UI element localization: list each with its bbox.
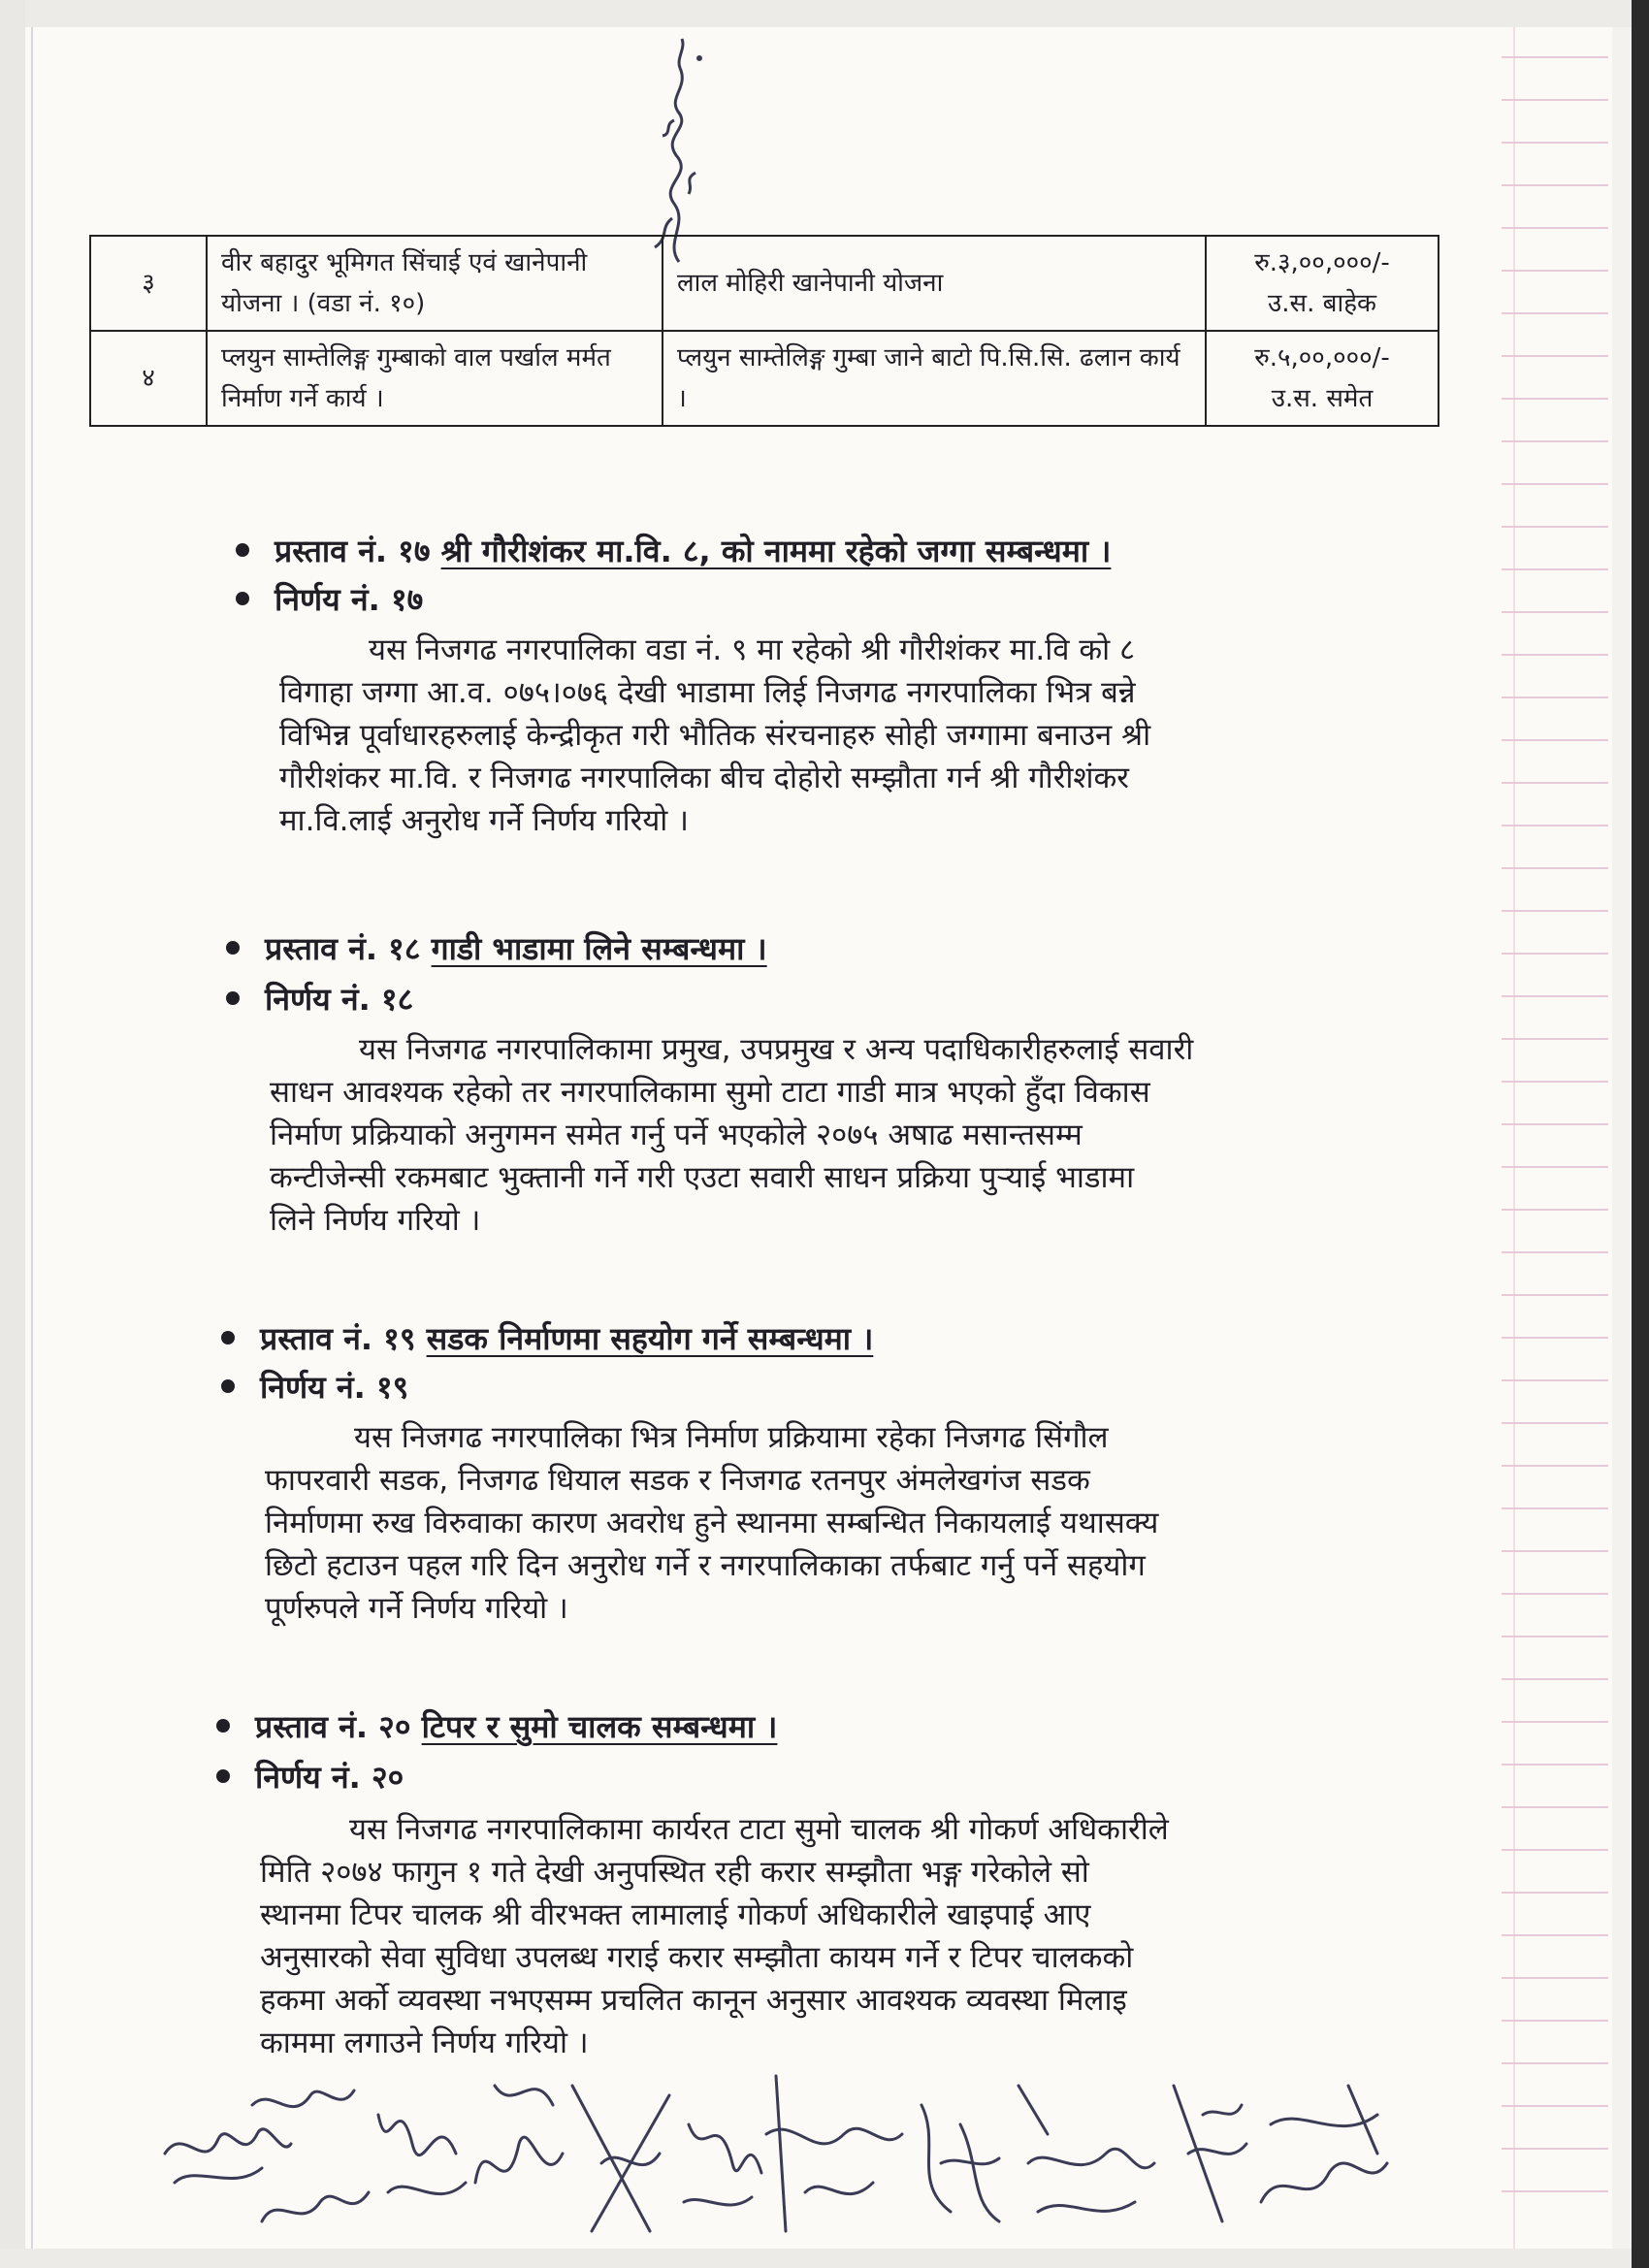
amount-value: रु.५,००,०००/- (1254, 343, 1390, 373)
project-name: प्लयुन साम्तेलिङ्ग गुम्बाको वाल पर्खाल मर्मत निर्माण गर्ने कार्य । (207, 331, 663, 426)
signature (378, 2115, 466, 2194)
text-line: स्थानमा टिपर चालक श्री वीरभक्त लामालाई गोकर्ण अधिकारीले खाइपाई आए (260, 1897, 1091, 1932)
proposal-heading (236, 532, 1111, 570)
text-line: यस निजगढ नगरपालिका वडा नं. ९ मा रहेको श्री गौरीशंकर मा.वि को ८ (369, 632, 1136, 667)
ruled-line (1502, 1166, 1608, 1168)
text-line: मा.वि.लाई अनुरोध गर्ने निर्णय गरियो । (279, 803, 689, 838)
ruled-line (1502, 56, 1608, 58)
bullet-icon (226, 991, 240, 1005)
scan-border-bottom (0, 2249, 1649, 2268)
decision-heading (236, 580, 423, 619)
decision-text (279, 629, 1393, 842)
proposal-title: टिपर र सुमो चालक सम्बन्धमा । (421, 1708, 778, 1745)
ruled-line (1502, 142, 1608, 144)
signature (572, 2086, 669, 2231)
amount-note: उ.स. बाहेक (1268, 289, 1376, 318)
ruled-line (1502, 1209, 1608, 1211)
signature (766, 2076, 902, 2231)
ruled-line (1502, 227, 1608, 229)
ruled-line (1502, 526, 1608, 528)
bullet-icon (236, 592, 249, 605)
ruled-line (1502, 654, 1608, 656)
ruled-line (1502, 910, 1608, 912)
text-line: विभिन्न पूर्वाधारहरुलाई केन्द्रीकृत गरी भौतिक संरचनाहरु सोही जग्गामा बनाउन श्री (279, 718, 1151, 753)
ruled-line (1502, 1892, 1608, 1894)
ruled-line (1502, 1507, 1608, 1509)
bullet-icon (216, 1719, 230, 1733)
ruled-line (1502, 2062, 1608, 2064)
handwritten-date-note (635, 19, 713, 272)
project-table (89, 235, 1439, 427)
text-line: साधन आवश्यक रहेको तर नगरपालिकामा सुमो टाटा गाडी मात्र भएको हुँदा विकास (270, 1075, 1150, 1110)
text-line: निर्माणमा रुख विरुवाका कारण अवरोध हुने स्थानमा सम्बन्धित निकायलाई यथासक्य (265, 1506, 1159, 1540)
text-line: पूर्णरुपले गर्ने निर्णय गरियो । (265, 1591, 568, 1626)
text-line: काममा लगाउने निर्णय गरियो । (260, 2025, 589, 2060)
signature (1174, 2086, 1246, 2221)
ruled-line (1502, 398, 1608, 400)
table-row (90, 236, 1439, 331)
signature (1018, 2086, 1154, 2212)
amount-cell (1206, 236, 1439, 331)
text-line: अनुसारको सेवा सुविधा उपलब्ध गराई करार सम्झौता कायम गर्ने र टिपर चालकको (260, 1940, 1134, 1975)
bullet-icon (216, 1769, 230, 1783)
ruled-line (1502, 1379, 1608, 1381)
proposal-number: प्रस्ताव नं. १७ (275, 533, 431, 569)
text-line: गौरीशंकर मा.वि. र निजगढ नगरपालिका बीच दोहोरो सम्झौता गर्न श्री गौरीशंकर (279, 761, 1129, 795)
amount-cell (1206, 331, 1439, 426)
text-line: विगाहा जग्गा आ.व. ०७५।०७६ देखी भाडामा लिई निजगढ नगरपालिका भित्र बन्ने (279, 675, 1136, 710)
text-line: निर्माण प्रक्रियाको अनुगमन समेत गर्नु पर्ने भएकोले २०७५ अषाढ मसान्तसम्म (270, 1118, 1083, 1152)
decision-heading (216, 1758, 404, 1797)
decision-heading (226, 980, 413, 1019)
ruled-line (1502, 611, 1608, 613)
ruled-line (1502, 568, 1608, 570)
signature (684, 2124, 761, 2205)
ruled-line (1502, 2105, 1608, 2107)
scan-border-right (1632, 0, 1649, 2268)
ruled-line (1502, 1678, 1608, 1680)
signature (1261, 2086, 1387, 2202)
ruled-line (1502, 953, 1608, 955)
notebook-ruled-lines (1502, 27, 1608, 2249)
text-line: फापरवारी सडक, निजगढ धियाल सडक र निजगढ रतनपुर अंमलेखगंज सडक (265, 1463, 1090, 1498)
bullet-icon (226, 941, 240, 955)
ruled-line (1502, 355, 1608, 357)
signature (922, 2105, 999, 2221)
ruled-line (1502, 867, 1608, 869)
row-number: ३ (90, 236, 207, 331)
ruled-line (1502, 2020, 1608, 2022)
proposal-number: प्रस्ताव नं. १९ (260, 1320, 416, 1357)
decision-heading (221, 1368, 408, 1407)
proposal-number: प्रस्ताव नं. २० (255, 1708, 411, 1745)
signature (475, 2086, 563, 2183)
scan-border-top (0, 0, 1649, 27)
proposal-heading (226, 929, 767, 968)
proposal-title: श्री गौरीशंकर मा.वि. ८, को नाममा रहेको जग्गा सम्बन्धमा । (440, 533, 1112, 569)
ruled-line (1502, 1251, 1608, 1253)
ruled-line (1502, 440, 1608, 442)
decision-label: निर्णय नं. १८ (265, 981, 414, 1018)
bullet-icon (221, 1331, 235, 1345)
ruled-line (1502, 1721, 1608, 1723)
decision-label: निर्णय नं. २० (255, 1759, 404, 1796)
project-name: वीर बहादुर भूमिगत सिंचाई एवं खानेपानी योजना । (वडा नं. १०) (207, 236, 663, 331)
decision-label: निर्णय नं. १९ (260, 1369, 409, 1406)
text-line: छिटो हटाउन पहल गरि दिन अनुरोध गर्ने र नगरपालिकाका तर्फबाट गर्नु पर्ने सहयोग (265, 1548, 1146, 1583)
ruled-line (1502, 1422, 1608, 1424)
decision-text (265, 1416, 1390, 1630)
decision-label: निर्णय नं. १७ (275, 581, 424, 618)
text-line: लिने निर्णय गरियो । (270, 1203, 481, 1238)
ruled-line (1502, 1337, 1608, 1339)
proposal-title: गाडी भाडामा लिने सम्बन्धमा । (431, 930, 767, 967)
text-line: यस निजगढ नगरपालिकामा प्रमुख, उपप्रमुख र अन्य पदाधिकारीहरुलाई सवारी (359, 1032, 1194, 1067)
scan-border-left (0, 0, 25, 2268)
ruled-line (1502, 1636, 1608, 1637)
ruled-line (1502, 184, 1608, 186)
proposal-heading (221, 1319, 873, 1358)
ruled-line (1502, 483, 1608, 485)
replacement-project: प्लयुन साम्तेलिङ्ग गुम्बा जाने बाटो पि.सि.सि. ढलान कार्य । (663, 331, 1206, 426)
amount-note: उ.स. समेत (1271, 384, 1374, 413)
ruled-line (1502, 1977, 1608, 1979)
ruled-line (1502, 1849, 1608, 1851)
ruled-line (1502, 1038, 1608, 1040)
ruled-line (1502, 1294, 1608, 1296)
ruled-line (1502, 99, 1608, 101)
ruled-line (1502, 1123, 1608, 1125)
ruled-line (1502, 2148, 1608, 2150)
text-line: यस निजगढ नगरपालिका भित्र निर्माण प्रक्रियामा रहेका निजगढ सिंगौल (354, 1420, 1109, 1455)
signature (252, 2090, 369, 2221)
ruled-line (1502, 1465, 1608, 1467)
ruled-line (1502, 1764, 1608, 1766)
ruled-line (1502, 1550, 1608, 1552)
decision-text (260, 1808, 1387, 2064)
row-number: ४ (90, 331, 207, 426)
ruled-line (1502, 2190, 1608, 2192)
proposal-title: सडक निर्माणमा सहयोग गर्ने सम्बन्धमा । (426, 1320, 874, 1357)
text-line: यस निजगढ नगरपालिकामा कार्यरत टाटा सुमो चालक श्री गोकर्ण अधिकारीले (349, 1812, 1169, 1847)
ruled-line (1502, 1593, 1608, 1595)
ruled-line (1502, 782, 1608, 784)
page-left-rule (31, 27, 33, 2249)
decision-text (270, 1028, 1393, 1242)
ruled-line (1502, 270, 1608, 272)
replacement-project: लाल मोहिरी खानेपानी योजना (663, 236, 1206, 331)
ruled-line (1502, 739, 1608, 741)
bullet-icon (221, 1379, 235, 1393)
ruled-line (1502, 995, 1608, 997)
amount-value: रु.३,००,०००/- (1254, 248, 1390, 277)
ruled-line (1502, 697, 1608, 698)
text-line: कन्टीजेन्सी रकमबाट भुक्तानी गर्ने गरी एउटा सवारी साधन प्रक्रिया पुर्‍याई भाडामा (270, 1160, 1135, 1195)
proposal-number: प्रस्ताव नं. १८ (265, 930, 421, 967)
ruled-line (1502, 1934, 1608, 1936)
bullet-icon (236, 543, 249, 557)
proposal-heading (216, 1707, 777, 1746)
text-line: मिति २०७४ फागुन १ गते देखी अनुपस्थित रही करार सम्झौता भङ्ग गरेकोले सो (260, 1855, 1089, 1890)
ruled-line (1502, 1806, 1608, 1808)
ruled-line (1502, 1081, 1608, 1083)
ruled-line (1502, 825, 1608, 826)
signatures-area (146, 2047, 1397, 2251)
table-row (90, 331, 1439, 426)
text-line: हकमा अर्को व्यवस्था नभएसम्म प्रचलित कानून अनुसार आवश्यक व्यवस्था मिलाइ (260, 1983, 1127, 2018)
signature (165, 2129, 291, 2183)
ruled-line (1502, 312, 1608, 314)
